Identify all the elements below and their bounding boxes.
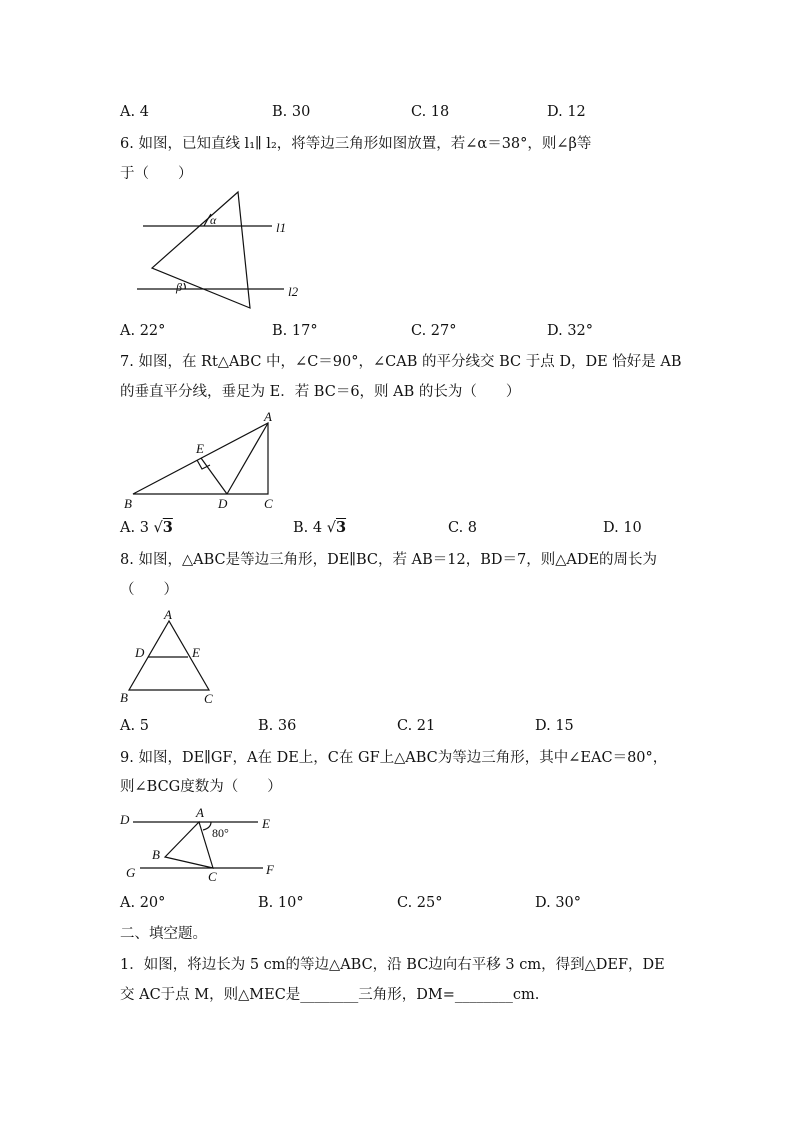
q7-label-d: D bbox=[218, 496, 228, 511]
q9-option-c: C. 25° bbox=[397, 895, 443, 911]
q6-label-alpha: α bbox=[210, 213, 217, 227]
q6-label-l2: l2 bbox=[288, 284, 299, 299]
q8-label-b: B bbox=[120, 690, 128, 705]
q7-label-c: C bbox=[264, 496, 273, 511]
q9-option-b: B. 10° bbox=[258, 895, 304, 911]
q7-text-line2: 的垂直平分线，垂足为 E．若 BC＝6，则 AB 的长为（ ） bbox=[120, 384, 521, 400]
radical-sign: √ bbox=[326, 520, 336, 536]
q7-label-b: B bbox=[124, 496, 132, 511]
q9-label-e: E bbox=[262, 816, 270, 831]
q7-text-line1: 7. 如图，在 Rt△ABC 中，∠C＝90°，∠CAB 的平分线交 BC 于点 D，DE 恰好是 AB bbox=[120, 354, 682, 370]
section-title: 二、填空题。 bbox=[120, 926, 207, 942]
q9-label-angle-80: 80° bbox=[212, 826, 229, 840]
q9-label-f: F bbox=[266, 862, 274, 877]
q6-option-d: D. 32° bbox=[547, 323, 594, 339]
q9-text-line1: 9. 如图，DE∥GF，A在 DE上，C在 GF上△ABC为等边三角形，其中∠EAC＝80°， bbox=[120, 750, 668, 766]
q8-option-a: A. 5 bbox=[120, 718, 149, 734]
q5-option-c: C. 18 bbox=[411, 104, 450, 120]
radical-sign: √ bbox=[153, 520, 163, 536]
fill1-text-line1: 1．如图，将边长为 5 cm的等边△ABC，沿 BC边向右平移 3 cm，得到△DEF，DE bbox=[120, 957, 665, 973]
q9-label-a: A bbox=[196, 805, 204, 820]
q6-text-line2: 于（ ） bbox=[120, 166, 193, 182]
q8-option-d: D. 15 bbox=[535, 718, 574, 734]
q5-option-b: B. 30 bbox=[272, 104, 311, 120]
q8-text-line2: （ ） bbox=[120, 582, 178, 598]
q5-option-d: D. 12 bbox=[547, 104, 586, 120]
q6-option-c: C. 27° bbox=[411, 323, 457, 339]
q9-label-b: B bbox=[152, 847, 160, 862]
q9-option-d: D. 30° bbox=[535, 895, 582, 911]
q9-option-a: A. 20° bbox=[120, 895, 166, 911]
fill1-text-line2: 交 AC于点 M，则△MEC是________三角形，DM=________cm. bbox=[120, 987, 540, 1003]
q6-option-b: B. 17° bbox=[272, 323, 318, 339]
q9-label-g: G bbox=[126, 865, 136, 880]
q8-label-a: A bbox=[164, 607, 172, 622]
q8-label-d: D bbox=[135, 645, 145, 660]
q6-option-a: A. 22° bbox=[120, 323, 166, 339]
q8-label-c: C bbox=[204, 691, 213, 706]
q7-option-c: C. 8 bbox=[448, 520, 478, 536]
q7-option-a bbox=[120, 518, 173, 538]
q9-label-d: D bbox=[120, 812, 130, 827]
q6-label-beta: β bbox=[176, 280, 182, 294]
q7-option-a-label: A. 3 bbox=[120, 520, 149, 536]
q9-text-line2: 则∠BCG度数为（ ） bbox=[120, 779, 282, 795]
q8-option-c: C. 21 bbox=[397, 718, 436, 734]
q7-option-d: D. 10 bbox=[603, 520, 642, 536]
q6-text-line1: 6. 如图，已知直线 l₁∥ l₂，将等边三角形如图放置，若∠α＝38°，则∠β等 bbox=[120, 136, 592, 152]
q7-option-b-label: B. 4 bbox=[293, 520, 323, 536]
q9-label-c: C bbox=[208, 869, 217, 884]
q7-option-a-radicand: 3 bbox=[162, 519, 173, 536]
q5-option-a: A. 4 bbox=[120, 104, 149, 120]
q7-option-b bbox=[293, 518, 346, 538]
q6-label-l1: l1 bbox=[276, 220, 287, 235]
q8-label-e: E bbox=[192, 645, 200, 660]
q7-label-e: E bbox=[196, 441, 204, 456]
q7-label-a: A bbox=[264, 409, 272, 424]
q8-text-line1: 8. 如图，△ABC是等边三角形，DE∥BC，若 AB＝12，BD＝7，则△ADE的周长为 bbox=[120, 552, 658, 568]
q8-option-b: B. 36 bbox=[258, 718, 297, 734]
q7-option-b-radicand: 3 bbox=[335, 519, 347, 536]
